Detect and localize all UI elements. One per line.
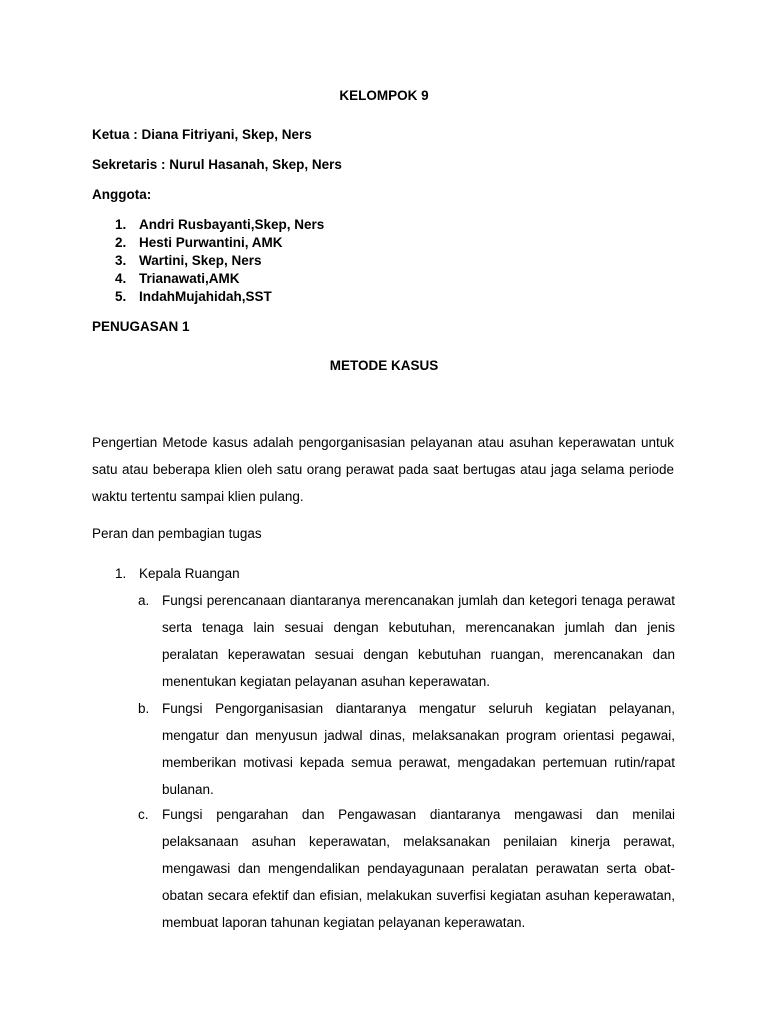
member-name: IndahMujahidah,SST	[139, 289, 272, 304]
item-text: Fungsi Pengorganisasian diantaranya mengatur seluruh kegiatan pelayanan, mengatur dan menyusun jadwal dinas, melaksanakan program orientasi pegawai, memberikan motivasi kepada semua perawat, mengadakan pertemuan rutin/rapat bulanan.	[162, 701, 675, 797]
roles-heading: Peran dan pembagian tugas	[92, 526, 262, 541]
member-list	[115, 216, 324, 306]
item-text: Fungsi perencanaan diantaranya merencanakan jumlah dan ketegori tenaga perawat serta tenaga lain sesuai dengan kebutuhan, merencanakan jumlah dan jenis peralatan keperawatan sesuai dengan kebutuhan ruangan, merencanakan dan menentukan kegiatan pelayanan asuhan keperawatan.	[162, 593, 675, 689]
list-item	[115, 252, 324, 270]
list-number: 5.	[115, 289, 127, 304]
item-letter: c.	[138, 807, 149, 822]
list-item	[115, 270, 324, 288]
anggota-label: Anggota:	[92, 187, 152, 202]
role-item-b	[138, 695, 675, 803]
role-number: 1.	[115, 566, 127, 581]
list-item	[115, 234, 324, 252]
role-title: Kepala Ruangan	[139, 566, 240, 581]
role-item-c	[138, 801, 675, 936]
role-item-a	[138, 587, 675, 695]
section-title: METODE KASUS	[329, 358, 439, 373]
member-name: Hesti Purwantini, AMK	[139, 235, 283, 250]
group-title: KELOMPOK 9	[339, 88, 429, 103]
item-letter: b.	[138, 701, 150, 716]
list-item	[115, 216, 324, 234]
item-text: Fungsi pengarahan dan Pengawasan diantaranya mengawasi dan menilai pelaksanaan asuhan keperawatan, melaksanakan penilaian kinerja perawat, mengawasi dan mengendalikan pendayagunaan peralatan perawatan serta obat-obatan secara efektif dan efisian, melakukan suverfisi kegiatan asuhan keperawatan, membuat laporan tahunan kegiatan pelayanan keperawatan.	[162, 807, 675, 930]
sekretaris-line: Sekretaris : Nurul Hasanah, Skep, Ners	[92, 157, 342, 172]
list-number: 1.	[115, 217, 127, 232]
list-item	[115, 288, 324, 306]
list-number: 4.	[115, 271, 127, 286]
list-number: 2.	[115, 235, 127, 250]
member-name: Andri Rusbayanti,Skep, Ners	[139, 217, 325, 232]
definition-paragraph: Pengertian Metode kasus adalah pengorganisasian pelayanan atau asuhan keperawatan untuk satu atau beberapa klien oleh satu orang perawat pada saat bertugas atau jaga selama periode waktu tertentu sampai klien pulang.	[92, 435, 674, 504]
member-name: Wartini, Skep, Ners	[139, 253, 262, 268]
item-letter: a.	[138, 593, 150, 608]
member-name: Trianawati,AMK	[139, 271, 240, 286]
assignment-label: PENUGASAN 1	[92, 319, 190, 334]
ketua-line: Ketua : Diana Fitriyani, Skep, Ners	[92, 127, 312, 142]
list-number: 3.	[115, 253, 127, 268]
